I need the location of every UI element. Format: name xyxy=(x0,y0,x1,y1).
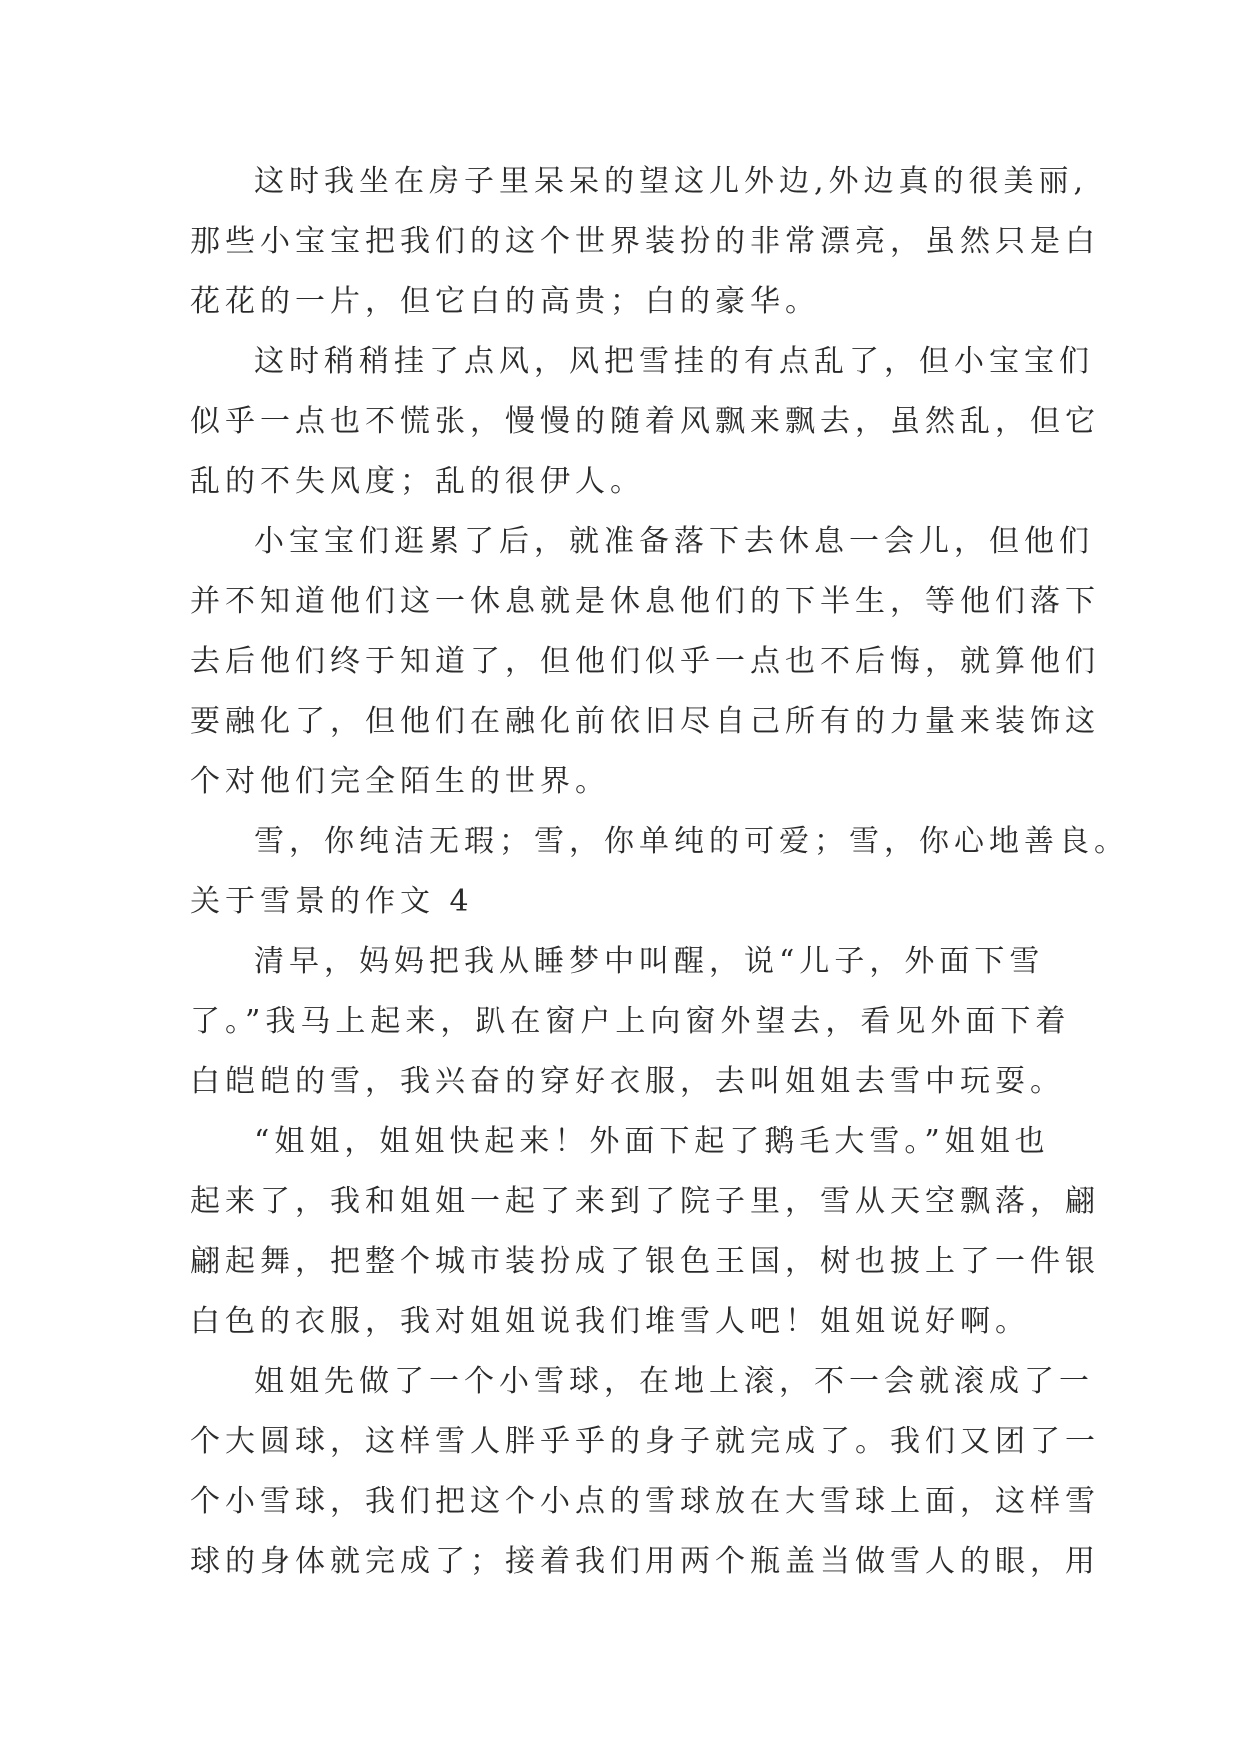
text-line: “姐姐，姐姐快起来！外面下起了鹅毛大雪。”姐姐也 xyxy=(254,1124,1050,1159)
text-line: 去后他们终于知道了，但他们似乎一点也不后悔，就算他们 xyxy=(190,644,1100,679)
text-line: 乱的不失风度；乱的很伊人。 xyxy=(190,464,645,499)
text-line: 雪，你纯洁无瑕；雪，你单纯的可爱；雪，你心地善良。 xyxy=(254,824,1129,859)
text-line: 小宝宝们逛累了后，就准备落下去休息一会儿，但他们 xyxy=(254,524,1094,559)
text-line: 起来了，我和姐姐一起了来到了院子里，雪从天空飘落，翩 xyxy=(190,1184,1100,1219)
essay-body xyxy=(190,152,1129,1592)
text-line: 似乎一点也不慌张，慢慢的随着风飘来飘去，虽然乱，但它 xyxy=(190,404,1100,439)
section-heading: 关于雪景的作文 4 xyxy=(190,884,474,919)
text-line: 姐姐先做了一个小雪球，在地上滚，不一会就滚成了一 xyxy=(254,1364,1094,1399)
text-line: 个大圆球，这样雪人胖乎乎的身子就完成了。我们又团了一 xyxy=(190,1424,1100,1459)
text-line: 个小雪球，我们把这个小点的雪球放在大雪球上面，这样雪 xyxy=(190,1484,1100,1519)
text-line: 白皑皑的雪，我兴奋的穿好衣服，去叫姐姐去雪中玩耍。 xyxy=(190,1064,1065,1099)
text-line: 个对他们完全陌生的世界。 xyxy=(190,764,610,799)
text-line: 了。”我马上起来，趴在窗户上向窗外望去，看见外面下着 xyxy=(190,1004,1071,1039)
text-line: 花花的一片，但它白的高贵；白的豪华。 xyxy=(190,284,820,319)
text-line: 那些小宝宝把我们的这个世界装扮的非常漂亮，虽然只是白 xyxy=(190,224,1100,259)
text-line: 这时稍稍挂了点风，风把雪挂的有点乱了，但小宝宝们 xyxy=(254,344,1094,379)
text-line: 清早，妈妈把我从睡梦中叫醒，说“儿子，外面下雪 xyxy=(254,944,1045,979)
text-line: 白色的衣服，我对姐姐说我们堆雪人吧！姐姐说好啊。 xyxy=(190,1304,1030,1339)
text-line: 要融化了，但他们在融化前依旧尽自己所有的力量来装饰这 xyxy=(190,704,1100,739)
text-line: 翩起舞，把整个城市装扮成了银色王国，树也披上了一件银 xyxy=(190,1244,1100,1279)
text-line: 球的身体就完成了；接着我们用两个瓶盖当做雪人的眼，用 xyxy=(190,1544,1100,1579)
text-line: 并不知道他们这一休息就是休息他们的下半生，等他们落下 xyxy=(190,584,1100,619)
text-line: 这时我坐在房子里呆呆的望这儿外边,外边真的很美丽, xyxy=(254,164,1089,199)
